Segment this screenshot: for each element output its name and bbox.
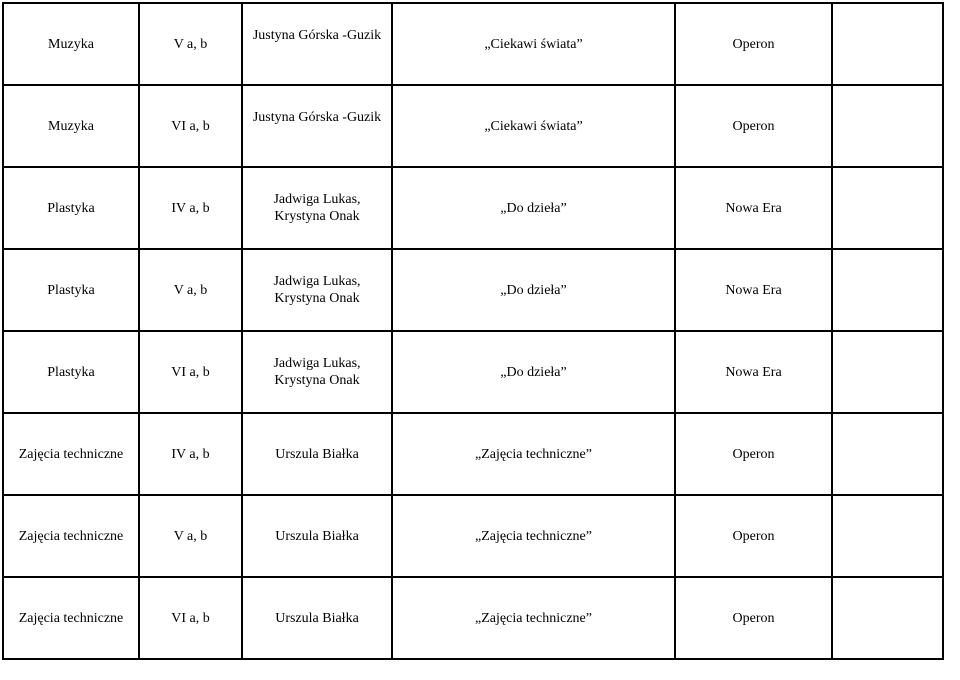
- table-row: [3, 167, 943, 249]
- subject-cell: Zajęcia techniczne: [3, 495, 139, 577]
- textbook-table-body: [3, 3, 943, 659]
- title-cell: „Zajęcia techniczne”: [392, 577, 675, 659]
- class-cell: V a, b: [139, 495, 242, 577]
- table-row: [3, 85, 943, 167]
- extra-cell: [832, 249, 943, 331]
- class-cell: IV a, b: [139, 167, 242, 249]
- publisher-cell: Nowa Era: [675, 331, 832, 413]
- publisher-cell: Operon: [675, 577, 832, 659]
- author-cell: [242, 167, 392, 249]
- author-line: Urszula Białka: [275, 610, 359, 626]
- author-line: Urszula Białka: [275, 446, 359, 462]
- extra-cell: [832, 331, 943, 413]
- author-line: Justyna Górska -Guzik: [252, 27, 382, 43]
- publisher-cell: Nowa Era: [675, 167, 832, 249]
- class-cell: VI a, b: [139, 331, 242, 413]
- textbook-table: [2, 2, 944, 660]
- table-row: [3, 577, 943, 659]
- subject-cell: Zajęcia techniczne: [3, 577, 139, 659]
- table-row: [3, 413, 943, 495]
- author-cell: [242, 249, 392, 331]
- table-row: [3, 495, 943, 577]
- subject-cell: Plastyka: [3, 167, 139, 249]
- subject-cell: Plastyka: [3, 331, 139, 413]
- author-cell: [242, 577, 392, 659]
- author-cell: [242, 85, 392, 167]
- subject-cell: Plastyka: [3, 249, 139, 331]
- title-cell: „Do dzieła”: [392, 331, 675, 413]
- table-row: [3, 3, 943, 85]
- author-line: Jadwiga Lukas,: [273, 356, 361, 371]
- class-cell: IV a, b: [139, 413, 242, 495]
- title-cell: „Ciekawi świata”: [392, 85, 675, 167]
- publisher-cell: Operon: [675, 495, 832, 577]
- class-cell: V a, b: [139, 3, 242, 85]
- title-cell: „Do dzieła”: [392, 249, 675, 331]
- extra-cell: [832, 85, 943, 167]
- author-line: Jadwiga Lukas,: [273, 192, 361, 207]
- author-line: Jadwiga Lukas,: [273, 274, 361, 289]
- publisher-cell: Operon: [675, 3, 832, 85]
- class-cell: VI a, b: [139, 577, 242, 659]
- title-cell: „Do dzieła”: [392, 167, 675, 249]
- title-cell: „Ciekawi świata”: [392, 3, 675, 85]
- class-cell: VI a, b: [139, 85, 242, 167]
- class-cell: V a, b: [139, 249, 242, 331]
- subject-cell: Zajęcia techniczne: [3, 413, 139, 495]
- extra-cell: [832, 495, 943, 577]
- title-cell: „Zajęcia techniczne”: [392, 413, 675, 495]
- table-row: [3, 249, 943, 331]
- author-cell: [242, 3, 392, 85]
- extra-cell: [832, 577, 943, 659]
- author-cell: [242, 331, 392, 413]
- publisher-cell: Operon: [675, 85, 832, 167]
- author-line: Krystyna Onak: [274, 373, 360, 388]
- author-line: Justyna Górska -Guzik: [252, 109, 382, 125]
- author-cell: [242, 495, 392, 577]
- extra-cell: [832, 413, 943, 495]
- subject-cell: Muzyka: [3, 85, 139, 167]
- table-row: [3, 331, 943, 413]
- author-line: Krystyna Onak: [274, 209, 360, 224]
- publisher-cell: Operon: [675, 413, 832, 495]
- subject-cell: Muzyka: [3, 3, 139, 85]
- title-cell: „Zajęcia techniczne”: [392, 495, 675, 577]
- author-line: Urszula Białka: [275, 528, 359, 544]
- extra-cell: [832, 167, 943, 249]
- author-line: Krystyna Onak: [274, 291, 360, 306]
- author-cell: [242, 413, 392, 495]
- publisher-cell: Nowa Era: [675, 249, 832, 331]
- extra-cell: [832, 3, 943, 85]
